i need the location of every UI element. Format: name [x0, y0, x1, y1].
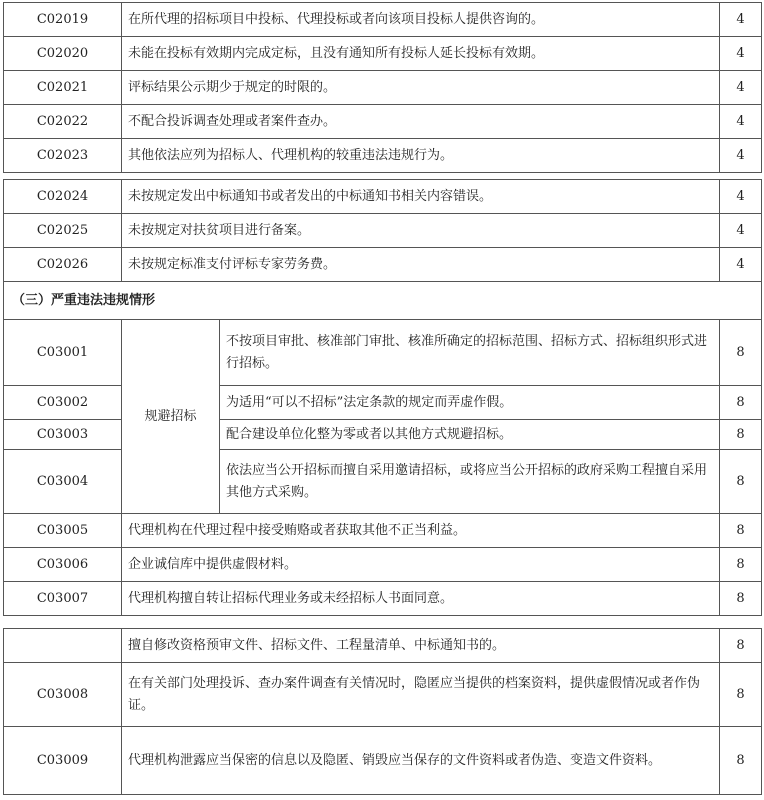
description-cell: 不按项目审批、核准部门审批、核准所确定的招标范围、招标方式、招标组织形式进行招标。 — [220, 320, 720, 386]
description-cell: 为适用“可以不招标”法定条款的规定而弄虚作假。 — [220, 386, 720, 420]
score-cell: 4 — [720, 105, 762, 139]
score-cell: 4 — [720, 71, 762, 105]
score-cell: 4 — [720, 180, 762, 214]
score-cell: 8 — [720, 548, 762, 582]
code-cell: C03003 — [4, 420, 122, 450]
code-cell: C02022 — [4, 105, 122, 139]
table-row — [4, 629, 762, 663]
description-cell: 未能在投标有效期内完成定标，且没有通知所有投标人延长投标有效期。 — [122, 37, 720, 71]
table-row — [4, 71, 762, 105]
score-cell: 8 — [720, 629, 762, 663]
table-segment-2 — [3, 179, 761, 616]
score-cell: 4 — [720, 139, 762, 173]
score-cell: 4 — [720, 3, 762, 37]
score-cell: 4 — [720, 248, 762, 282]
description-cell: 擅自修改资格预审文件、招标文件、工程量清单、中标通知书的。 — [122, 629, 720, 663]
score-cell: 8 — [720, 582, 762, 616]
violation-table — [3, 179, 762, 616]
score-cell: 4 — [720, 37, 762, 71]
code-cell: C02025 — [4, 214, 122, 248]
table-row — [4, 450, 762, 514]
code-cell: C02023 — [4, 139, 122, 173]
code-cell: C02019 — [4, 3, 122, 37]
table-segment-3 — [3, 628, 761, 795]
table-row — [4, 214, 762, 248]
table-row — [4, 3, 762, 37]
category-cell: 规避招标 — [122, 320, 220, 514]
description-cell: 依法应当公开招标而擅自采用邀请招标，或将应当公开招标的政府采购工程擅自采用其他方式采购。 — [220, 450, 720, 514]
section-title: （三）严重违法违规情形 — [4, 282, 762, 320]
table-row — [4, 37, 762, 71]
violation-table — [3, 628, 762, 795]
score-cell: 8 — [720, 727, 762, 795]
description-cell: 代理机构擅自转让招标代理业务或未经招标人书面同意。 — [122, 582, 720, 616]
table-row — [4, 180, 762, 214]
table-row — [4, 320, 762, 386]
score-cell: 8 — [720, 320, 762, 386]
description-cell: 在有关部门处理投诉、查办案件调查有关情况时，隐匿应当提供的档案资料，提供虚假情况或者作伪证。 — [122, 663, 720, 727]
code-cell: C03004 — [4, 450, 122, 514]
description-cell: 配合建设单位化整为零或者以其他方式规避招标。 — [220, 420, 720, 450]
description-cell: 代理机构泄露应当保密的信息以及隐匿、销毁应当保存的文件资料或者伪造、变造文件资料。 — [122, 727, 720, 795]
code-cell: C03002 — [4, 386, 122, 420]
code-cell: C02024 — [4, 180, 122, 214]
description-cell: 企业诚信库中提供虚假材料。 — [122, 548, 720, 582]
table-row — [4, 386, 762, 420]
code-cell: C03001 — [4, 320, 122, 386]
table-row — [4, 105, 762, 139]
code-cell: C03007 — [4, 582, 122, 616]
score-cell: 8 — [720, 514, 762, 548]
description-cell: 其他依法应列为招标人、代理机构的较重违法违规行为。 — [122, 139, 720, 173]
table-row — [4, 727, 762, 795]
description-cell: 未按规定标准支付评标专家劳务费。 — [122, 248, 720, 282]
violation-table — [3, 2, 762, 173]
score-cell: 4 — [720, 214, 762, 248]
table-row — [4, 420, 762, 450]
table-row — [4, 582, 762, 616]
table-row — [4, 514, 762, 548]
table-row — [4, 139, 762, 173]
description-cell: 评标结果公示期少于规定的时限的。 — [122, 71, 720, 105]
table-row — [4, 663, 762, 727]
code-cell: C03009 — [4, 727, 122, 795]
description-cell: 在所代理的招标项目中投标、代理投标或者向该项目投标人提供咨询的。 — [122, 3, 720, 37]
table-segment-1 — [3, 2, 761, 173]
code-cell — [4, 629, 122, 663]
score-cell: 8 — [720, 420, 762, 450]
table-row — [4, 248, 762, 282]
description-cell: 代理机构在代理过程中接受贿赂或者获取其他不正当利益。 — [122, 514, 720, 548]
code-cell: C03005 — [4, 514, 122, 548]
code-cell: C02020 — [4, 37, 122, 71]
description-cell: 未按规定对扶贫项目进行备案。 — [122, 214, 720, 248]
score-cell: 8 — [720, 386, 762, 420]
code-cell: C03006 — [4, 548, 122, 582]
description-cell: 未按规定发出中标通知书或者发出的中标通知书相关内容错误。 — [122, 180, 720, 214]
score-cell: 8 — [720, 450, 762, 514]
code-cell: C02026 — [4, 248, 122, 282]
description-cell: 不配合投诉调查处理或者案件查办。 — [122, 105, 720, 139]
section-header-row — [4, 282, 762, 320]
code-cell: C02021 — [4, 71, 122, 105]
code-cell: C03008 — [4, 663, 122, 727]
score-cell: 8 — [720, 663, 762, 727]
table-row — [4, 548, 762, 582]
